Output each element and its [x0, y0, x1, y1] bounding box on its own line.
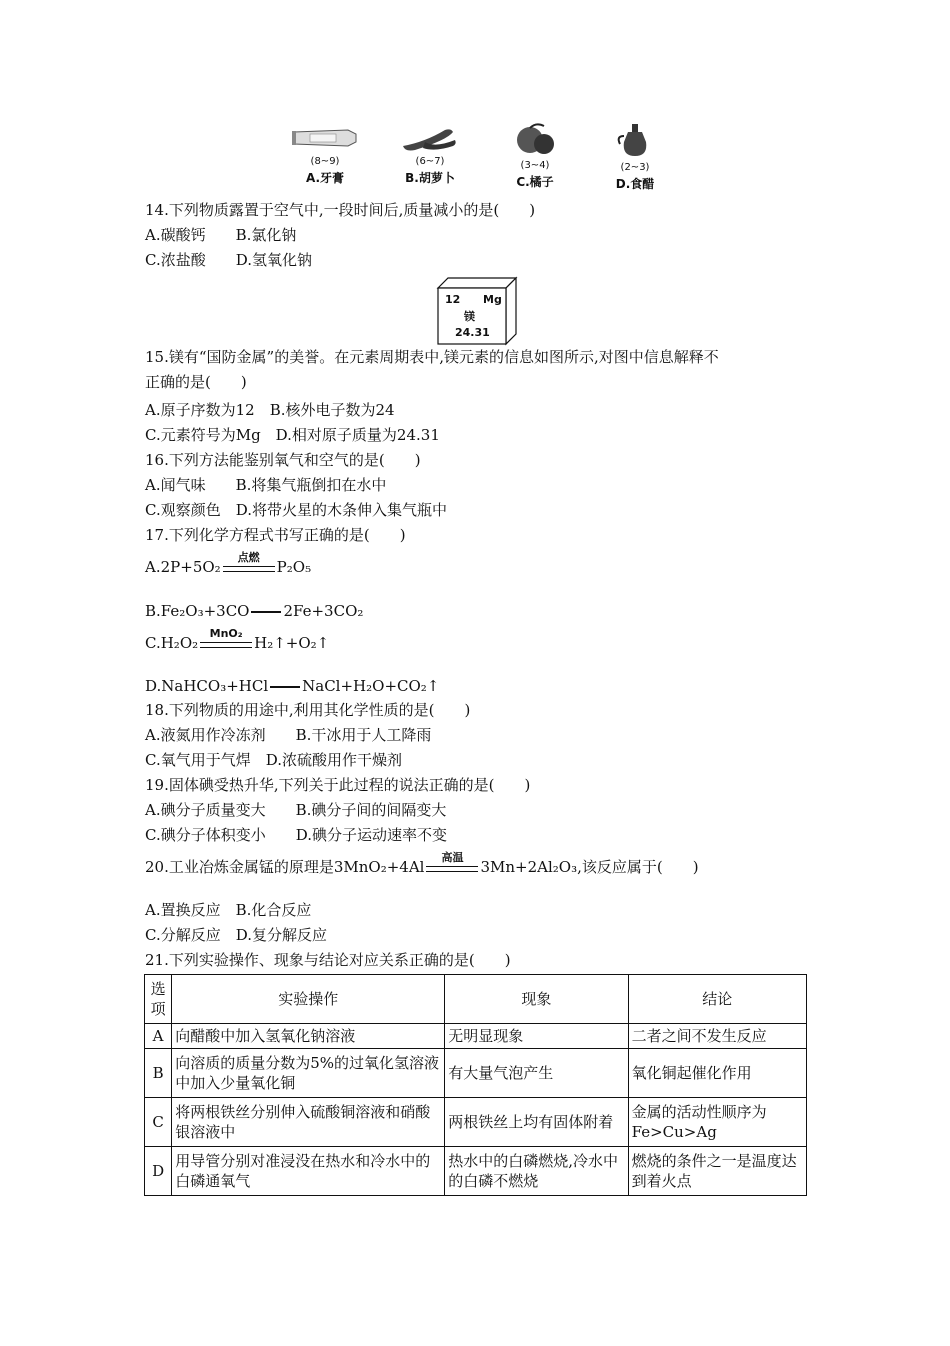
table-header-cell: 现象 [445, 975, 628, 1024]
q15-stem-line2: 正确的是( ) [145, 373, 247, 391]
item-vinegar [590, 122, 680, 192]
equation-left: H₂O₂ [160, 634, 199, 652]
q20-stem-suffix: ,该反应属于( ) [577, 858, 699, 876]
reaction-arrow [223, 551, 275, 575]
q21-stem: 21.下列实验操作、现象与结论对应关系正确的是( ) [145, 951, 511, 969]
q18-options-cd: C.氧气用于气焊 D.浓硫酸用作干燥剂 [145, 751, 402, 769]
experiment-table [144, 974, 807, 1196]
ph-range: (6~7) [415, 156, 445, 167]
reaction-arrow [200, 627, 252, 651]
table-header-cell: 实验操作 [172, 975, 445, 1024]
table-cell: 用导管分别对准浸没在热水和冷水中的白磷通氧气 [172, 1147, 445, 1196]
table-cell: 将两根铁丝分别伸入硫酸铜溶液和硝酸银溶液中 [172, 1098, 445, 1147]
carrot-icon [395, 122, 465, 152]
atomic-mass: 24.31 [455, 326, 490, 339]
q17-option-a [145, 551, 312, 577]
option-prefix: C. [145, 634, 161, 652]
q14-stem: 14.下列物质露置于空气中,一段时间后,质量减小的是( ) [145, 201, 536, 219]
table-cell: 向醋酸中加入氢氧化钠溶液 [172, 1024, 445, 1049]
q16-stem: 16.下列方法能鉴别氧气和空气的是( ) [145, 451, 421, 469]
item-carrot [385, 122, 475, 186]
table-cell: 向溶质的质量分数为5%的过氧化氢溶液中加入少量氧化铜 [172, 1049, 445, 1098]
reaction-condition: 高温 [441, 851, 464, 864]
option-prefix: D. [145, 677, 162, 695]
q17-option-d [145, 676, 439, 696]
table-header-cell: 结论 [628, 975, 806, 1024]
toothpaste-icon [290, 122, 360, 152]
table-header-cell: 选项 [145, 975, 172, 1024]
table-cell: 有大量气泡产生 [445, 1049, 628, 1098]
item-orange [490, 122, 580, 190]
atomic-number: 12 [445, 293, 461, 306]
reaction-condition: 点燃 [237, 551, 260, 564]
option-label: A.牙膏 [305, 171, 345, 185]
table-header-row [145, 975, 807, 1024]
q17-option-c [145, 627, 330, 653]
equation-left: Fe₂O₃+3CO [160, 602, 250, 620]
q19-options-ab: A.碘分子质量变大 B.碘分子间的间隔变大 [145, 801, 447, 819]
q14-options-ab: A.碳酸钙 B.氯化钠 [145, 226, 297, 244]
q20-stem [145, 851, 699, 877]
reaction-arrow [251, 605, 281, 619]
element-name: 镁 [464, 310, 475, 323]
table-cell: 两根铁丝上均有固体附着 [445, 1098, 628, 1147]
table-row [145, 1147, 807, 1196]
option-label: D.食醋 [615, 177, 655, 191]
q17-stem: 17.下列化学方程式书写正确的是( ) [145, 526, 406, 544]
equation-right: P₂O₅ [276, 558, 312, 576]
table-cell: D [145, 1147, 172, 1196]
ph-range: (3~4) [520, 160, 550, 171]
equation-left: NaHCO₃+HCl [161, 677, 269, 695]
table-row [145, 1049, 807, 1098]
q15-options-ab: A.原子序数为12 B.核外电子数为24 [145, 401, 395, 419]
q15-options-cd: C.元素符号为Mg D.相对原子质量为24.31 [145, 426, 440, 444]
q15-stem-line1: 15.镁有“国防金属”的美誉。在元素周期表中,镁元素的信息如图所示,对图中信息解释不 [145, 348, 719, 366]
ph-range: (8~9) [310, 156, 340, 167]
q19-options-cd: C.碘分子体积变小 D.碘分子运动速率不变 [145, 826, 447, 844]
equation-right: 2Fe+3CO₂ [283, 602, 364, 620]
q16-options-ab: A.闻气味 B.将集气瓶倒扣在水中 [145, 476, 387, 494]
table-cell: 燃烧的条件之一是温度达到着火点 [628, 1147, 806, 1196]
option-label: C.橘子 [516, 175, 554, 189]
q16-options-cd: C.观察颜色 D.将带火星的木条伸入集气瓶中 [145, 501, 447, 519]
reaction-condition: MnO₂ [209, 627, 243, 640]
table-cell: C [145, 1098, 172, 1147]
table-cell: 热水中的白磷燃烧,冷水中的白磷不燃烧 [445, 1147, 628, 1196]
equation-left: 2P+5O₂ [160, 558, 221, 576]
table-cell: A [145, 1024, 172, 1049]
item-toothpaste [280, 122, 370, 186]
q18-options-ab: A.液氮用作冷冻剂 B.干冰用于人工降雨 [145, 726, 432, 744]
magnesium-element-cell [436, 276, 518, 346]
equation-right: NaCl+H₂O+CO₂↑ [302, 677, 440, 695]
q20-options-ab: A.置换反应 B.化合反应 [145, 901, 312, 919]
table-cell: 氧化铜起催化作用 [628, 1049, 806, 1098]
option-prefix: A. [145, 558, 161, 576]
reaction-arrow [270, 680, 300, 694]
table-row [145, 1098, 807, 1147]
table-cell: 金属的活动性顺序为Fe>Cu>Ag [628, 1098, 806, 1147]
q14-options-cd: C.浓盐酸 D.氢氧化钠 [145, 251, 312, 269]
ph-range: (2~3) [620, 162, 650, 173]
q20-options-cd: C.分解反应 D.复分解反应 [145, 926, 327, 944]
q20-stem-prefix: 20.工业冶炼金属锰的原理是 [145, 858, 334, 876]
table-cell: 无明显现象 [445, 1024, 628, 1049]
element-symbol: Mg [483, 293, 502, 306]
orange-icon [500, 122, 570, 156]
option-label: B.胡萝卜 [405, 171, 455, 185]
food-ph-figure [280, 122, 680, 202]
q17-option-b [145, 601, 363, 621]
equation-right: 3Mn+2Al₂O₃ [480, 858, 578, 876]
option-prefix: B. [145, 602, 161, 620]
q19-stem: 19.固体碘受热升华,下列关于此过程的说法正确的是( ) [145, 776, 531, 794]
table-cell: 二者之间不发生反应 [628, 1024, 806, 1049]
equation-left: 3MnO₂+4Al [333, 858, 425, 876]
vinegar-icon [600, 122, 670, 158]
table-row [145, 1024, 807, 1049]
equation-right: H₂↑+O₂↑ [254, 634, 330, 652]
table-cell: B [145, 1049, 172, 1098]
q18-stem: 18.下列物质的用途中,利用其化学性质的是( ) [145, 701, 471, 719]
reaction-arrow [426, 851, 478, 875]
